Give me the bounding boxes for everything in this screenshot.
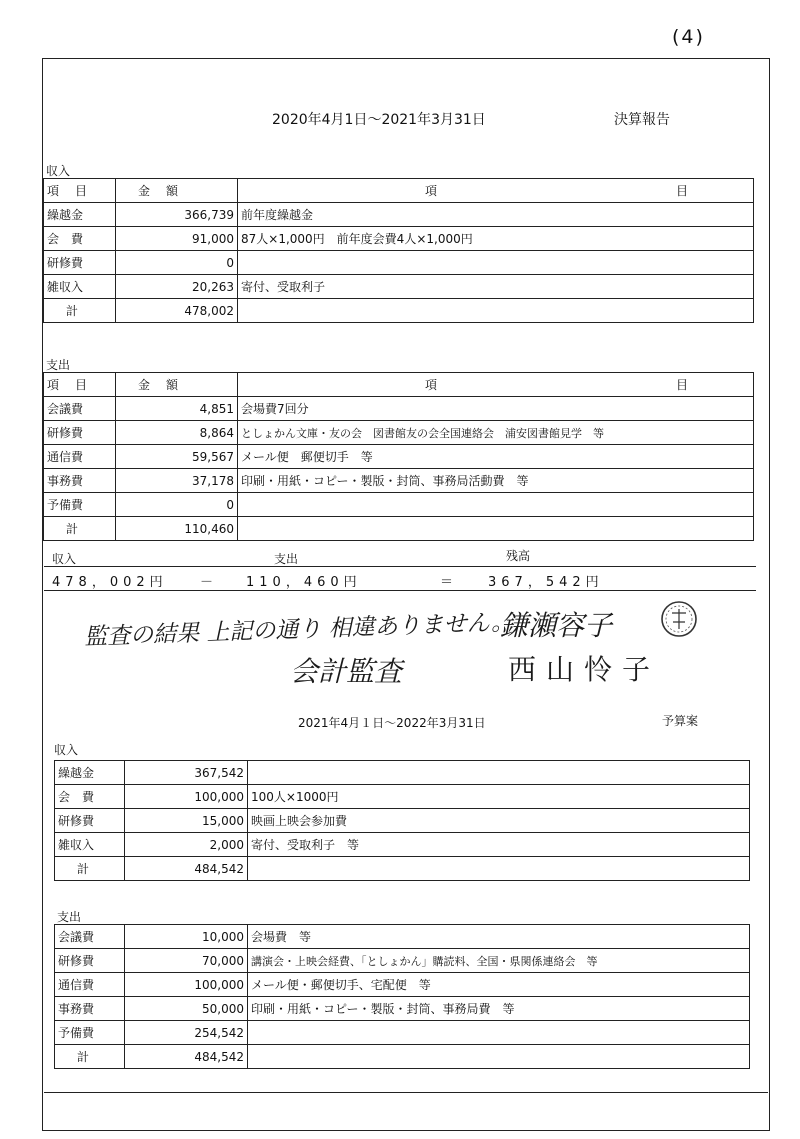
header-item: 項 目 xyxy=(44,373,116,397)
row-amount: 50,000 xyxy=(125,997,248,1021)
row-desc xyxy=(238,251,754,275)
total-amount: 478,002 xyxy=(116,299,238,323)
row-amount: 59,567 xyxy=(116,445,238,469)
row-desc: 87人×1,000円 前年度会費4人×1,000円 xyxy=(238,227,754,251)
row-amount: 70,000 xyxy=(125,949,248,973)
row-desc: メール便・郵便切手、宅配便 等 xyxy=(248,973,750,997)
total-desc xyxy=(248,857,750,881)
table-row xyxy=(44,493,754,517)
row-item: 研修費 xyxy=(44,251,116,275)
total-amount: 484,542 xyxy=(125,857,248,881)
header-item: 項 目 xyxy=(44,179,116,203)
total-label: 計 xyxy=(44,517,116,541)
row-item: 会 費 xyxy=(55,785,125,809)
header-desc-left: 項 xyxy=(425,378,440,392)
row-item: 予備費 xyxy=(55,1021,125,1045)
table-row xyxy=(55,949,750,973)
report-title: 決算報告 xyxy=(614,112,670,128)
row-amount: 15,000 xyxy=(125,809,248,833)
row-item: 通信費 xyxy=(55,973,125,997)
table-row xyxy=(44,397,754,421)
header-desc-right: 目 xyxy=(675,378,690,392)
report-period: 2020年4月1日～2021年3月31日 xyxy=(272,112,486,128)
row-amount: 20,263 xyxy=(116,275,238,299)
total-row xyxy=(55,857,750,881)
row-item: 予備費 xyxy=(44,493,116,517)
audit-signer-1: 鎌瀬容子 xyxy=(500,609,613,642)
budget-income-table xyxy=(54,760,750,881)
table-row xyxy=(55,997,750,1021)
row-item: 通信費 xyxy=(44,445,116,469)
row-amount: 0 xyxy=(116,493,238,517)
header-desc xyxy=(238,373,754,397)
row-desc: 寄付、受取利子 xyxy=(238,275,754,299)
total-label: 計 xyxy=(55,857,125,881)
row-desc: 会場費7回分 xyxy=(238,397,754,421)
total-amount: 484,542 xyxy=(125,1045,248,1069)
balance-rule-bottom xyxy=(44,590,756,591)
table-row xyxy=(55,1021,750,1045)
header-desc-right: 目 xyxy=(675,184,690,198)
header-amount: 金 額 xyxy=(116,373,238,397)
row-item: 会議費 xyxy=(44,397,116,421)
row-amount: 366,739 xyxy=(116,203,238,227)
row-desc: 会場費 等 xyxy=(248,925,750,949)
row-item: 繰越金 xyxy=(55,761,125,785)
page-number: (4) xyxy=(672,26,705,48)
row-amount: 37,178 xyxy=(116,469,238,493)
row-desc: メール便 郵便切手 等 xyxy=(238,445,754,469)
row-item: 雑収入 xyxy=(55,833,125,857)
header-desc xyxy=(238,179,754,203)
audit-role: 会計監査 xyxy=(290,655,403,688)
balance-remaining-value: 367，542円 xyxy=(488,575,604,590)
row-amount: 8,864 xyxy=(116,421,238,445)
row-amount: 367,542 xyxy=(125,761,248,785)
row-item: 研修費 xyxy=(55,809,125,833)
header-desc-left: 項 xyxy=(425,184,440,198)
header-amount: 金 額 xyxy=(116,179,238,203)
row-desc: 100人×1000円 xyxy=(248,785,750,809)
budget-title: 予算案 xyxy=(662,714,699,728)
total-desc xyxy=(238,517,754,541)
row-item: 事務費 xyxy=(55,997,125,1021)
table-header-row xyxy=(44,373,754,397)
row-amount: 0 xyxy=(116,251,238,275)
balance-income-value: 478，002円 xyxy=(52,575,168,590)
balance-expense-label: 支出 xyxy=(274,552,299,566)
row-amount: 2,000 xyxy=(125,833,248,857)
row-desc: 前年度繰越金 xyxy=(238,203,754,227)
balance-expense-value: 110，460円 xyxy=(246,575,362,590)
report-expense-label: 支出 xyxy=(46,358,71,372)
table-row xyxy=(55,809,750,833)
budget-period: 2021年4月１日～2022年3月31日 xyxy=(298,716,486,730)
total-label: 計 xyxy=(55,1045,125,1069)
table-row xyxy=(55,925,750,949)
row-desc: 寄付、受取利子 等 xyxy=(248,833,750,857)
table-row xyxy=(55,973,750,997)
row-item: 会 費 xyxy=(44,227,116,251)
row-amount: 100,000 xyxy=(125,973,248,997)
budget-expense-table xyxy=(54,924,750,1069)
table-row xyxy=(44,251,754,275)
row-amount: 100,000 xyxy=(125,785,248,809)
row-desc xyxy=(238,493,754,517)
total-row xyxy=(44,299,754,323)
balance-minus: － xyxy=(200,575,219,590)
balance-equals: ＝ xyxy=(440,575,459,590)
table-row xyxy=(44,445,754,469)
total-amount: 110,460 xyxy=(116,517,238,541)
table-row xyxy=(44,203,754,227)
row-item: 事務費 xyxy=(44,469,116,493)
row-item: 研修費 xyxy=(55,949,125,973)
table-header-row xyxy=(44,179,754,203)
budget-expense-label: 支出 xyxy=(57,910,82,924)
table-row xyxy=(55,761,750,785)
bottom-rule xyxy=(44,1092,768,1093)
row-amount: 254,542 xyxy=(125,1021,248,1045)
table-row xyxy=(44,227,754,251)
row-amount: 4,851 xyxy=(116,397,238,421)
row-amount: 91,000 xyxy=(116,227,238,251)
row-desc: 印刷・用紙・コピー・製版・封筒、事務局費 等 xyxy=(248,997,750,1021)
balance-income-label: 収入 xyxy=(52,552,77,566)
row-amount: 10,000 xyxy=(125,925,248,949)
total-desc xyxy=(238,299,754,323)
audit-signer-2: 西山怜子 xyxy=(508,653,661,686)
row-desc: 印刷・用紙・コピー・製版・封筒、事務局活動費 等 xyxy=(238,469,754,493)
row-item: 会議費 xyxy=(55,925,125,949)
row-desc xyxy=(248,761,750,785)
total-row xyxy=(55,1045,750,1069)
table-row xyxy=(44,275,754,299)
total-label: 計 xyxy=(44,299,116,323)
row-desc: としょかん文庫・友の会 図書館友の会全国連絡会 浦安図書館見学 等 xyxy=(238,421,754,445)
row-desc: 映画上映会参加費 xyxy=(248,809,750,833)
balance-remaining-label: 残高 xyxy=(506,549,531,563)
total-desc xyxy=(248,1045,750,1069)
balance-rule-top xyxy=(44,566,756,567)
row-desc xyxy=(248,1021,750,1045)
row-desc: 講演会・上映会経費、「としょかん」購読料、全国・県関係連絡会 等 xyxy=(248,949,750,973)
audit-statement: 監査の結果 上記の通り 相違ありません。 xyxy=(83,609,515,651)
row-item: 雑収入 xyxy=(44,275,116,299)
budget-income-label: 収入 xyxy=(54,743,79,757)
row-item: 研修費 xyxy=(44,421,116,445)
total-row xyxy=(44,517,754,541)
table-row xyxy=(44,469,754,493)
table-row xyxy=(55,785,750,809)
report-income-table xyxy=(43,178,754,323)
row-item: 繰越金 xyxy=(44,203,116,227)
seal-stamp-icon xyxy=(658,598,700,640)
table-row xyxy=(55,833,750,857)
report-expense-table xyxy=(43,372,754,541)
table-row xyxy=(44,421,754,445)
report-income-label: 収入 xyxy=(46,164,71,178)
